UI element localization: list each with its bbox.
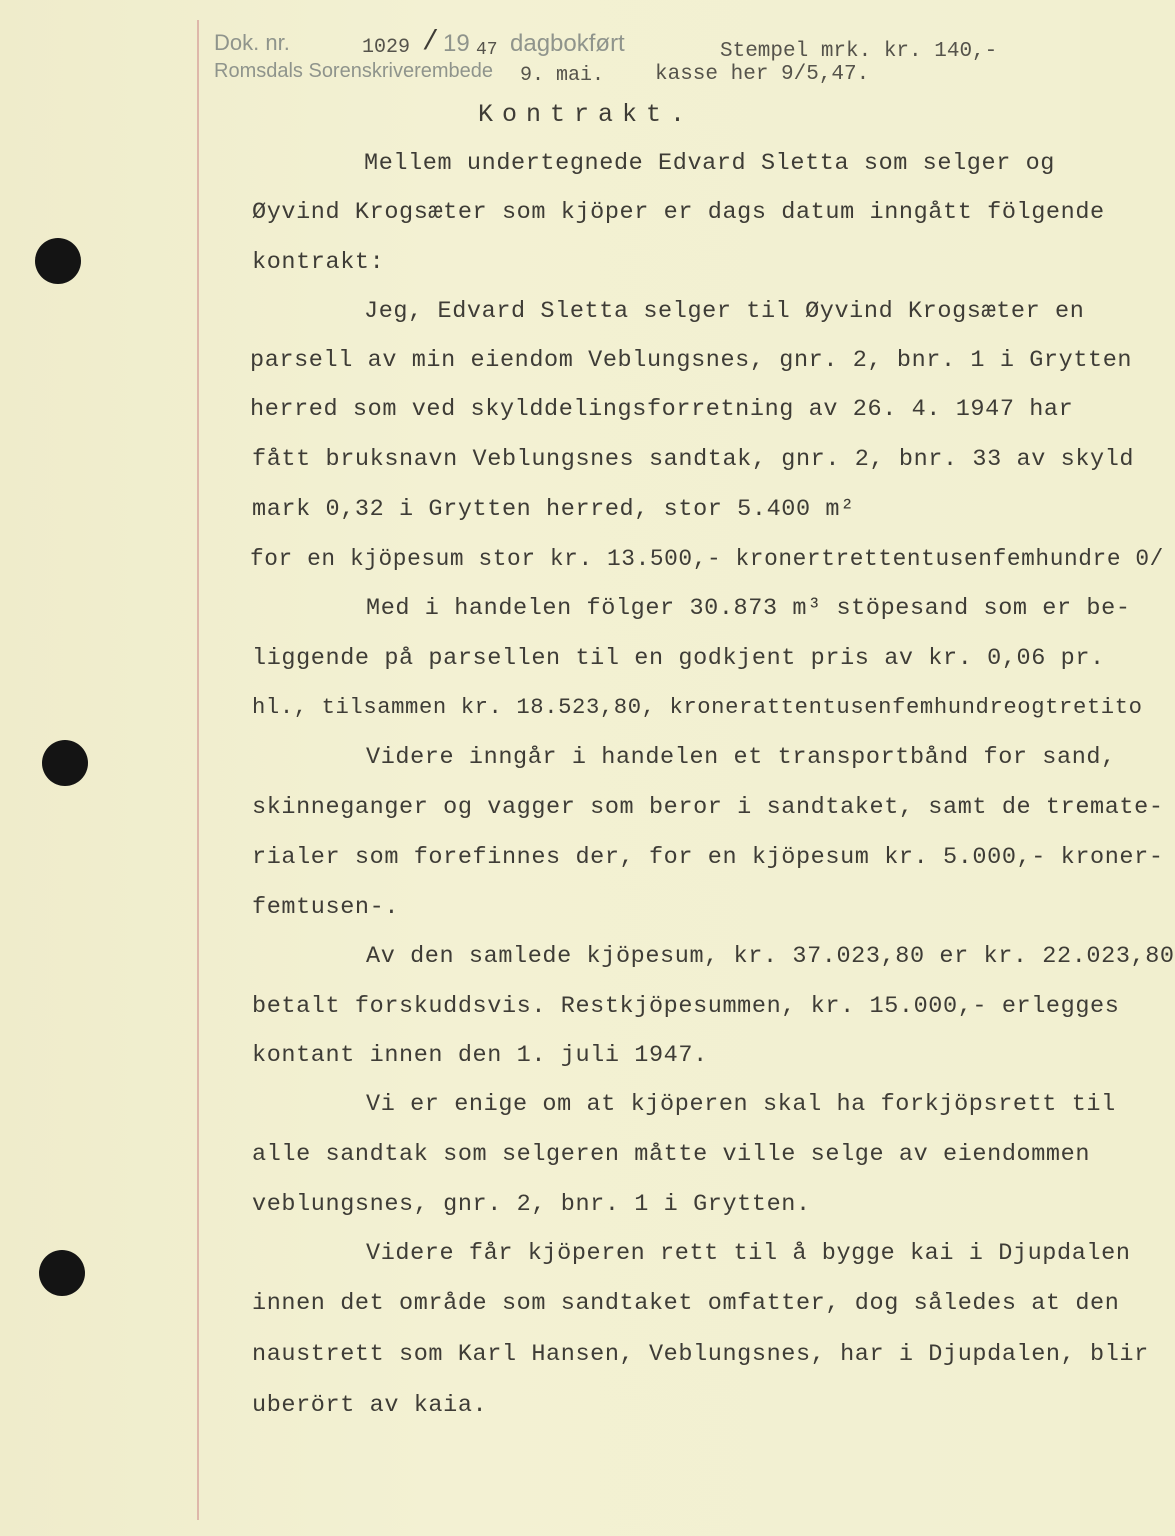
text-line: herred som ved skylddelingsforretning av 26. 4. 1947 har <box>250 396 1074 423</box>
text-line: Av den samlede kjöpesum, kr. 37.023,80 er kr. 22.023,80 <box>366 943 1175 970</box>
text-line: Med i handelen fölger 30.873 m³ stöpesand som er be- <box>366 595 1131 622</box>
text-line: Jeg, Edvard Sletta selger til Øyvind Krogsæter en <box>364 298 1085 325</box>
stamp-date: 9. mai. <box>520 64 605 87</box>
cash-line: kasse her 9/5,47. <box>655 63 870 86</box>
stamp-dagbokfort: dagbokført <box>510 30 625 57</box>
margin-rule <box>197 20 199 1520</box>
doc-number: 1029 <box>362 36 411 59</box>
text-line: Vi er enige om at kjöperen skal ha forkjöpsrett til <box>366 1091 1116 1118</box>
document-title: Kontrakt. <box>478 100 695 129</box>
text-line: alle sandtak som selgeren måtte ville selge av eiendommen <box>252 1141 1091 1168</box>
text-line: for en kjöpesum stor kr. 13.500,- kronertrettentusenfemhundre 0/ <box>250 546 1164 572</box>
text-line: innen det område som sandtaket omfatter, dog således at den <box>252 1290 1120 1317</box>
text-line: betalt forskuddsvis. Restkjöpesummen, kr. 15.000,- erlegges <box>252 993 1120 1020</box>
text-line: skinneganger og vagger som beror i sandtaket, samt de tremate- <box>252 794 1164 821</box>
doc-slash: / <box>422 27 439 58</box>
text-line: rialer som forefinnes der, for en kjöpesum kr. 5.000,- kroner- <box>252 844 1164 871</box>
year-prefix: 19 <box>443 30 470 57</box>
text-line: uberört av kaia. <box>252 1392 488 1419</box>
text-line: Mellem undertegnede Edvard Sletta som selger og <box>364 150 1056 177</box>
text-line: veblungsnes, gnr. 2, bnr. 1 i Grytten. <box>252 1191 811 1218</box>
text-line: fått bruksnavn Veblungsnes sandtak, gnr. 2, bnr. 33 av skyld <box>252 446 1135 473</box>
stamp-office: Romsdals Sorenskriverembede <box>214 60 494 82</box>
text-line: kontrakt: <box>252 249 385 276</box>
text-line: Videre får kjöperen rett til å bygge kai i Djupdalen <box>366 1240 1131 1267</box>
text-line: mark 0,32 i Grytten herred, stor 5.400 m² <box>252 496 855 523</box>
stamp-fee-line: Stempel mrk. kr. 140,- <box>720 40 998 63</box>
text-line: Videre inngår i handelen et transportbånd for sand, <box>366 744 1116 771</box>
punch-hole <box>39 1250 85 1296</box>
stamp-dok-nr: Dok. nr. <box>214 30 290 55</box>
punch-hole <box>42 740 88 786</box>
text-line: naustrett som Karl Hansen, Veblungsnes, har i Djupdalen, blir <box>252 1341 1149 1368</box>
text-line: hl., tilsammen kr. 18.523,80, kronerattentusenfemhundreogtretito <box>252 695 1143 720</box>
year-suffix: 47 <box>476 40 498 60</box>
text-line: femtusen-. <box>252 894 400 921</box>
text-line: Øyvind Krogsæter som kjöper er dags datum inngått fölgende <box>252 199 1105 226</box>
text-line: parsell av min eiendom Veblungsnes, gnr. 2, bnr. 1 i Grytten <box>250 347 1133 374</box>
punch-hole <box>35 238 81 284</box>
text-line: kontant innen den 1. juli 1947. <box>252 1042 708 1069</box>
text-line: liggende på parsellen til en godkjent pris av kr. 0,06 pr. <box>252 645 1105 672</box>
